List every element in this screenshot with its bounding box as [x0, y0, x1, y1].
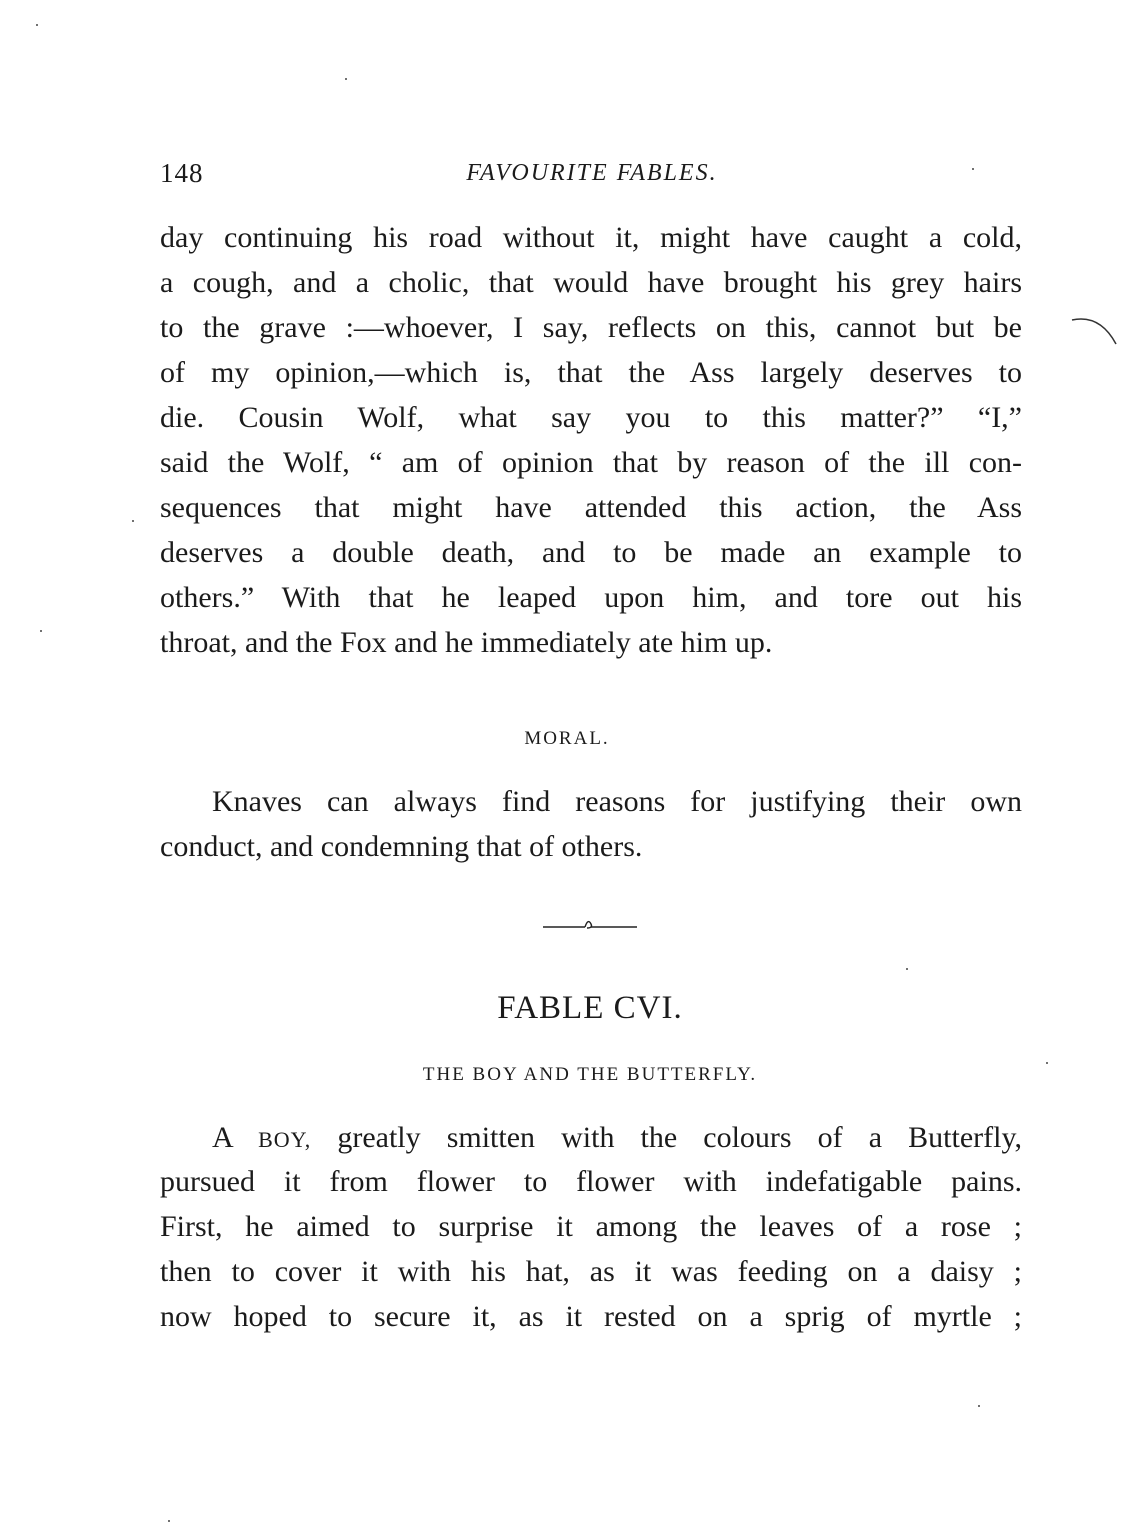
- text-line: die. Cousin Wolf, what say you to this matter?” “I,”: [160, 401, 1022, 434]
- text-line: day continuing his road without it, might have caught a cold,: [160, 221, 1022, 254]
- paper-speck: [132, 520, 134, 522]
- moral-heading: MORAL.: [524, 728, 610, 749]
- section-divider-ornament: [541, 914, 639, 934]
- fable-line: then to cover it with his hat, as it was feeding on a daisy ;: [160, 1255, 1022, 1288]
- fable-line: First, he aimed to surprise it among the leaves of a rose ;: [160, 1210, 1022, 1243]
- paper-speck: [345, 78, 347, 80]
- text-line: to the grave :—whoever, I say, reflects on this, cannot but be: [160, 311, 1022, 344]
- paper-speck: [40, 630, 42, 632]
- page-header: [160, 158, 1024, 198]
- fable-line: pursued it from flower to flower with indefatigable pains.: [160, 1165, 1022, 1198]
- text-line: throat, and the Fox and he immediately ate him up.: [160, 626, 773, 659]
- text-line: others.” With that he leaped upon him, and tore out his: [160, 581, 1022, 614]
- paper-speck: [906, 968, 908, 970]
- paper-speck: [978, 1405, 980, 1407]
- paper-speck: [1046, 1062, 1048, 1064]
- fable-first-line: [212, 1116, 1022, 1160]
- fable-line: now hoped to secure it, as it rested on a sprig of myrtle ;: [160, 1300, 1022, 1333]
- text-line: deserves a double death, and to be made an example to: [160, 536, 1022, 569]
- fable-subtitle: THE BOY AND THE BUTTERFLY.: [422, 1064, 758, 1085]
- paper-speck: [36, 24, 38, 26]
- paper-speck: [972, 168, 974, 170]
- page-number: 148: [160, 158, 204, 188]
- paper-speck: [168, 1520, 170, 1522]
- fable-title: FABLE CVI.: [497, 990, 683, 1026]
- first-word-smallcaps: BOY,: [258, 1127, 312, 1152]
- running-title: FAVOURITE FABLES.: [466, 160, 718, 186]
- text-line: said the Wolf, “ am of opinion that by reason of the ill con-: [160, 446, 1022, 479]
- moral-line: Knaves can always find reasons for justifying their own: [212, 785, 1022, 818]
- first-word: A: [212, 1121, 233, 1154]
- moral-line: conduct, and condemning that of others.: [160, 830, 643, 863]
- text-line: sequences that might have attended this action, the Ass: [160, 491, 1022, 524]
- text-line: a cough, and a cholic, that would have brought his grey hairs: [160, 266, 1022, 299]
- text-line: of my opinion,—which is, that the Ass largely deserves to: [160, 356, 1022, 389]
- first-line-rest: greatly smitten with the colours of a Butterfly,: [337, 1121, 1023, 1154]
- margin-mark: [1070, 312, 1120, 348]
